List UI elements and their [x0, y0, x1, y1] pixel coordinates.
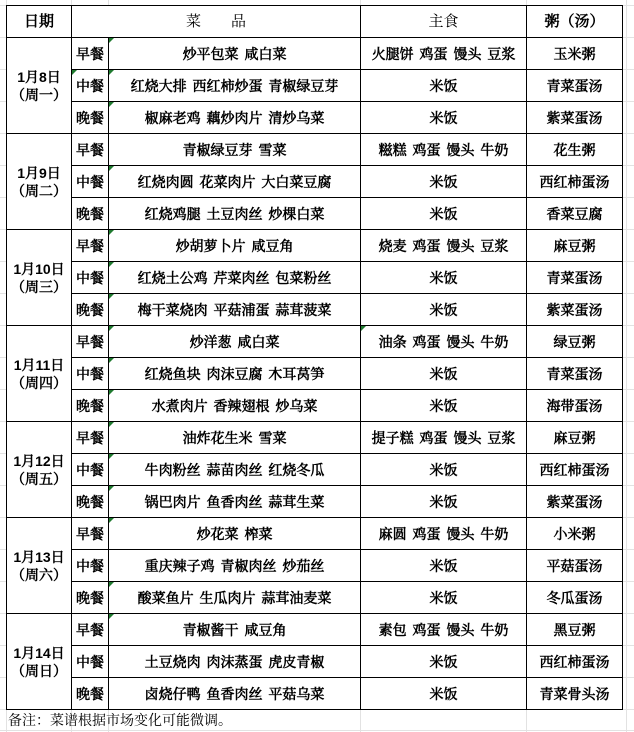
table-row [7, 326, 623, 358]
soup-cell[interactable]: 青菜蛋汤 [527, 262, 623, 294]
staple-cell[interactable]: 米饭 [361, 70, 527, 102]
meal-cell[interactable]: 早餐 [72, 38, 109, 70]
dishes-cell[interactable]: 红烧鸡腿 土豆肉丝 炒棵白菜 [109, 198, 361, 230]
soup-cell[interactable]: 海带蛋汤 [527, 390, 623, 422]
table-row [7, 134, 623, 166]
table-row [7, 70, 623, 102]
table-row [7, 614, 623, 646]
soup-cell[interactable]: 青菜骨头汤 [527, 678, 623, 710]
dishes-cell[interactable]: 炒洋葱 咸白菜 [109, 326, 361, 358]
meal-cell[interactable]: 晚餐 [72, 486, 109, 518]
meal-cell[interactable]: 早餐 [72, 518, 109, 550]
staple-cell[interactable]: 米饭 [361, 102, 527, 134]
meal-cell[interactable]: 早餐 [72, 614, 109, 646]
meal-cell[interactable]: 中餐 [72, 70, 109, 102]
soup-cell[interactable]: 绿豆粥 [527, 326, 623, 358]
date-label: 1月14日 [13, 644, 65, 661]
staple-cell[interactable]: 米饭 [361, 646, 527, 678]
meal-cell[interactable]: 中餐 [72, 166, 109, 198]
date-label: 1月11日 [13, 356, 65, 373]
soup-cell[interactable]: 麻豆粥 [527, 422, 623, 454]
staple-cell[interactable]: 米饭 [361, 454, 527, 486]
dishes-cell[interactable]: 卤烧仔鸭 鱼香肉丝 平菇乌菜 [109, 678, 361, 710]
soup-cell[interactable]: 青菜蛋汤 [527, 358, 623, 390]
staple-cell[interactable]: 米饭 [361, 358, 527, 390]
table-row [7, 166, 623, 198]
date-label: 1月12日 [13, 452, 65, 469]
staple-cell[interactable]: 提子糕 鸡蛋 馒头 豆浆 [361, 422, 527, 454]
staple-cell[interactable]: 米饭 [361, 390, 527, 422]
dishes-cell[interactable]: 炒平包菜 咸白菜 [109, 38, 361, 70]
dishes-cell[interactable]: 红烧土公鸡 芹菜肉丝 包菜粉丝 [109, 262, 361, 294]
table-row [7, 198, 623, 230]
meal-cell[interactable]: 晚餐 [72, 678, 109, 710]
dishes-cell[interactable]: 青椒绿豆芽 雪菜 [109, 134, 361, 166]
soup-cell[interactable]: 黑豆粥 [527, 614, 623, 646]
soup-cell[interactable]: 花生粥 [527, 134, 623, 166]
dishes-cell[interactable]: 梅干菜烧肉 平菇浦蛋 蒜茸菠菜 [109, 294, 361, 326]
meal-cell[interactable]: 早餐 [72, 422, 109, 454]
soup-cell[interactable]: 小米粥 [527, 518, 623, 550]
date-label: 1月9日 [17, 164, 61, 181]
header-soup[interactable]: 粥（汤） [527, 6, 623, 38]
staple-cell[interactable]: 米饭 [361, 678, 527, 710]
weekly-menu-table [6, 5, 623, 710]
meal-cell[interactable]: 晚餐 [72, 198, 109, 230]
staple-cell[interactable]: 油条 鸡蛋 馒头 牛奶 [361, 326, 527, 358]
staple-cell[interactable]: 米饭 [361, 582, 527, 614]
date-cell[interactable] [7, 134, 72, 230]
weekday-label: （周五） [11, 470, 67, 487]
table-row [7, 390, 623, 422]
date-cell[interactable] [7, 614, 72, 710]
meal-cell[interactable]: 晚餐 [72, 294, 109, 326]
dishes-cell[interactable]: 炒花菜 榨菜 [109, 518, 361, 550]
weekday-label: （周一） [11, 86, 67, 103]
date-cell[interactable] [7, 38, 72, 134]
dishes-cell[interactable]: 青椒酱干 咸豆角 [109, 614, 361, 646]
staple-cell[interactable]: 火腿饼 鸡蛋 馒头 豆浆 [361, 38, 527, 70]
soup-cell[interactable]: 冬瓜蛋汤 [527, 582, 623, 614]
dishes-cell[interactable]: 酸菜鱼片 生瓜肉片 蒜茸油麦菜 [109, 582, 361, 614]
meal-cell[interactable]: 中餐 [72, 454, 109, 486]
soup-cell[interactable]: 西红柿蛋汤 [527, 166, 623, 198]
date-cell[interactable] [7, 326, 72, 422]
soup-cell[interactable]: 青菜蛋汤 [527, 70, 623, 102]
staple-cell[interactable]: 米饭 [361, 262, 527, 294]
weekday-label: （周日） [11, 662, 67, 679]
weekday-label: （周六） [11, 566, 67, 583]
dishes-cell[interactable]: 红烧鱼块 肉沫豆腐 木耳莴笋 [109, 358, 361, 390]
table-row [7, 454, 623, 486]
soup-cell[interactable]: 紫菜蛋汤 [527, 294, 623, 326]
table-row [7, 102, 623, 134]
soup-cell[interactable]: 玉米粥 [527, 38, 623, 70]
soup-cell[interactable]: 西红柿蛋汤 [527, 454, 623, 486]
table-row [7, 230, 623, 262]
date-label: 1月8日 [17, 68, 61, 85]
dishes-cell[interactable]: 红烧肉圆 花菜肉片 大白菜豆腐 [109, 166, 361, 198]
menu-note[interactable]: 备注：菜谱根据市场变化可能微调。 [8, 712, 232, 728]
meal-cell[interactable]: 晚餐 [72, 582, 109, 614]
staple-cell[interactable]: 米饭 [361, 550, 527, 582]
staple-cell[interactable]: 米饭 [361, 166, 527, 198]
staple-cell[interactable]: 素包 鸡蛋 馒头 牛奶 [361, 614, 527, 646]
table-row [7, 550, 623, 582]
meal-cell[interactable]: 中餐 [72, 262, 109, 294]
date-cell[interactable] [7, 422, 72, 518]
soup-cell[interactable]: 紫菜蛋汤 [527, 486, 623, 518]
table-row [7, 678, 623, 710]
dishes-cell[interactable]: 椒麻老鸡 藕炒肉片 清炒乌菜 [109, 102, 361, 134]
date-cell[interactable] [7, 518, 72, 614]
meal-cell[interactable]: 晚餐 [72, 102, 109, 134]
header-row [7, 6, 623, 38]
header-staple[interactable]: 主食 [361, 6, 527, 38]
staple-cell[interactable]: 米饭 [361, 294, 527, 326]
meal-cell[interactable]: 中餐 [72, 646, 109, 678]
soup-cell[interactable]: 西红柿蛋汤 [527, 646, 623, 678]
dishes-cell[interactable]: 牛肉粉丝 蒜苗肉丝 红烧冬瓜 [109, 454, 361, 486]
dishes-cell[interactable]: 重庆辣子鸡 青椒肉丝 炒茄丝 [109, 550, 361, 582]
header-dishes[interactable]: 菜 品 [72, 6, 361, 38]
date-label: 1月10日 [13, 260, 65, 277]
meal-cell[interactable]: 早餐 [72, 326, 109, 358]
staple-cell[interactable]: 烧麦 鸡蛋 馒头 豆浆 [361, 230, 527, 262]
soup-cell[interactable]: 紫菜蛋汤 [527, 102, 623, 134]
staple-cell[interactable]: 米饭 [361, 486, 527, 518]
soup-cell[interactable]: 香菜豆腐 [527, 198, 623, 230]
meal-cell[interactable]: 晚餐 [72, 390, 109, 422]
weekday-label: （周四） [11, 374, 67, 391]
table-row [7, 358, 623, 390]
dishes-cell[interactable]: 油炸花生米 雪菜 [109, 422, 361, 454]
dishes-cell[interactable]: 土豆烧肉 肉沫蒸蛋 虎皮青椒 [109, 646, 361, 678]
weekday-label: （周二） [11, 182, 67, 199]
table-row [7, 262, 623, 294]
table-row [7, 518, 623, 550]
meal-cell[interactable]: 中餐 [72, 358, 109, 390]
staple-cell[interactable]: 米饭 [361, 198, 527, 230]
staple-cell[interactable]: 糍糕 鸡蛋 馒头 牛奶 [361, 134, 527, 166]
meal-cell[interactable]: 早餐 [72, 134, 109, 166]
header-date[interactable]: 日期 [7, 6, 72, 38]
dishes-cell[interactable]: 锅巴肉片 鱼香肉丝 蒜茸生菜 [109, 486, 361, 518]
meal-cell[interactable]: 早餐 [72, 230, 109, 262]
dishes-cell[interactable]: 红烧大排 西红柿炒蛋 青椒绿豆芽 [109, 70, 361, 102]
date-cell[interactable] [7, 230, 72, 326]
soup-cell[interactable]: 麻豆粥 [527, 230, 623, 262]
weekday-label: （周三） [11, 278, 67, 295]
table-row [7, 38, 623, 70]
soup-cell[interactable]: 平菇蛋汤 [527, 550, 623, 582]
dishes-cell[interactable]: 水煮肉片 香辣翅根 炒乌菜 [109, 390, 361, 422]
staple-cell[interactable]: 麻圆 鸡蛋 馒头 牛奶 [361, 518, 527, 550]
table-row [7, 422, 623, 454]
table-row [7, 486, 623, 518]
dishes-cell[interactable]: 炒胡萝卜片 咸豆角 [109, 230, 361, 262]
table-row [7, 294, 623, 326]
date-label: 1月13日 [13, 548, 65, 565]
meal-cell[interactable]: 中餐 [72, 550, 109, 582]
table-row [7, 646, 623, 678]
table-row [7, 582, 623, 614]
